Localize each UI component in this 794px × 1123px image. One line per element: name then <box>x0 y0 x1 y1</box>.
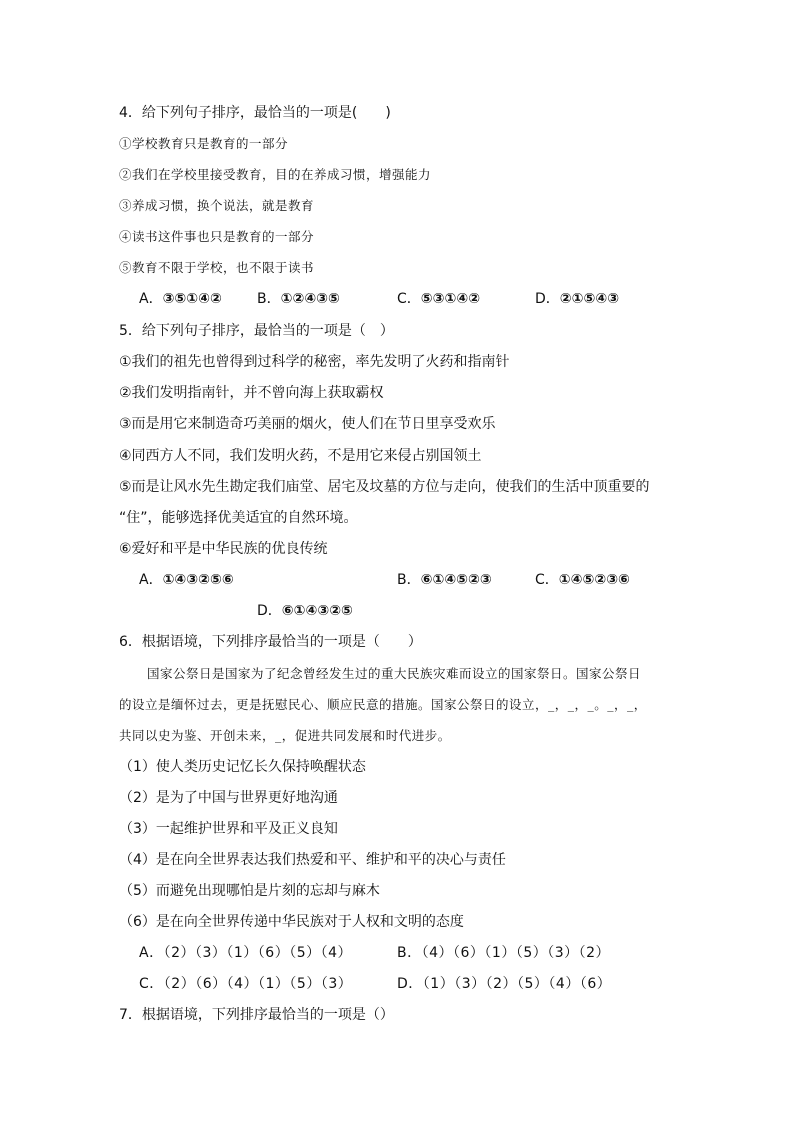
q5-option-a-value: ①④③②⑤⑥ <box>162 572 234 588</box>
q4-option-a-value: ③⑤①④② <box>162 291 222 307</box>
q6-option-a-label: A． <box>139 945 164 961</box>
q4-item-1: ①学校教育只是教育的一部分 <box>119 136 289 151</box>
q4-item-2: ②我们在学校里接受教育，目的在养成习惯，增强能力 <box>119 167 432 182</box>
q5-item-3: ③而是用它来制造奇巧美丽的烟火，使人们在节日里享受欢乐 <box>119 416 496 432</box>
q4-option-d-value: ②①⑤④③ <box>559 291 620 307</box>
q7-stem: 7．根据语境，下列排序最恰当的一项是（） <box>119 1007 394 1023</box>
q4-option-c-value: ⑤③①④② <box>420 291 481 307</box>
q6-option-c[interactable] <box>139 975 352 993</box>
q5-option-b-label: B． <box>397 572 421 588</box>
q6-item-2: （2）是为了中国与世界更好地沟通 <box>119 790 338 806</box>
q5-option-d[interactable] <box>257 602 353 620</box>
q4-option-b-value: ①②④③⑤ <box>280 291 340 307</box>
q4-option-b[interactable] <box>257 290 340 308</box>
q5-item-1: ①我们的祖先也曾得到过科学的秘密，率先发明了火药和指南针 <box>119 354 510 370</box>
q6-option-d-label: D． <box>397 976 423 992</box>
q6-option-c-label: C． <box>139 976 164 992</box>
q6-item-5: （5）而避免出现哪怕是片刻的忘却与麻木 <box>119 883 380 899</box>
q5-stem: 5．给下列句子排序，最恰当的一项是（ ） <box>119 323 394 339</box>
q6-passage-line-1: 国家公祭日是国家为了纪念曾经发生过的重大民族灾难而设立的国家祭日。国家公祭日 <box>147 666 642 681</box>
q4-option-c-label: C． <box>397 291 421 307</box>
q5-option-d-value: ⑥①④③②⑤ <box>281 603 353 619</box>
q5-option-c[interactable] <box>535 571 630 589</box>
q6-passage-line-3: 共同以史为鉴、开创未来，_，促进共同发展和时代进步。 <box>119 728 451 743</box>
q4-item-5: ⑤教育不限于学校，也不限于读书 <box>119 260 315 275</box>
q6-option-d-value: （1）（3）（2）（5）（4）（6） <box>422 976 612 992</box>
q6-option-d[interactable] <box>397 975 611 993</box>
q5-item-2: ②我们发明指南针，并不曾向海上获取霸权 <box>119 385 384 401</box>
q6-option-b[interactable] <box>397 944 610 962</box>
q5-option-d-label: D． <box>257 603 282 619</box>
q5-option-c-value: ①④⑤②③⑥ <box>558 572 630 588</box>
q4-option-b-label: B． <box>257 291 281 307</box>
q4-option-a-label: A． <box>139 291 163 307</box>
q4-item-3: ③养成习惯，换个说法，就是教育 <box>119 198 315 213</box>
q4-option-d[interactable] <box>535 290 619 308</box>
q6-option-a-value: （2）（3）（1）（6）（5）（4） <box>163 945 353 961</box>
q5-item-4: ④同西方人不同，我们发明火药，不是用它来侵占别国领土 <box>119 448 482 464</box>
q6-passage-line-2: 的设立是缅怀过去，更是抚慰民心、顺应民意的措施。国家公祭日的设立，_，_，_。_，_， <box>119 697 647 712</box>
q6-item-3: （3）一起维护世界和平及正义良知 <box>119 821 338 837</box>
q5-item-6: ⑥爱好和平是中华民族的优良传统 <box>119 541 328 557</box>
q6-option-b-label: B． <box>397 945 422 961</box>
q6-item-6: （6）是在向全世界传递中华民族对于人权和文明的态度 <box>119 914 464 930</box>
q5-option-b-value: ⑥①④⑤②③ <box>420 572 492 588</box>
q4-option-d-label: D． <box>535 291 560 307</box>
q5-option-c-label: C． <box>535 572 559 588</box>
q4-stem: 4．给下列句子排序，最恰当的一项是( ) <box>119 105 391 121</box>
q6-item-1: （1）使人类历史记忆长久保持唤醒状态 <box>119 759 366 775</box>
q5-item-5-cont: “住”，能够选择优美适宜的自然环境。 <box>119 510 358 526</box>
q6-option-c-value: （2）（6）（4）（1）（5）（3） <box>163 976 353 992</box>
q6-option-b-value: （4）（6）（1）（5）（3）（2） <box>421 945 611 961</box>
q6-stem: 6．根据语境，下列排序最恰当的一项是（ ） <box>119 634 422 650</box>
q5-option-a-label: A． <box>139 572 163 588</box>
q5-option-a[interactable] <box>139 571 234 589</box>
q6-item-4: （4）是在向全世界表达我们热爱和平、维护和平的决心与责任 <box>119 852 506 868</box>
q5-option-b[interactable] <box>397 571 492 589</box>
q4-item-4: ④读书这件事也只是教育的一部分 <box>119 229 315 244</box>
q6-option-a[interactable] <box>139 944 352 962</box>
q4-option-a[interactable] <box>139 290 222 308</box>
q4-option-c[interactable] <box>397 290 480 308</box>
q5-item-5: ⑤而是让风水先生勘定我们庙堂、居宅及坟墓的方位与走向，使我们的生活中顶重要的 <box>119 479 650 495</box>
